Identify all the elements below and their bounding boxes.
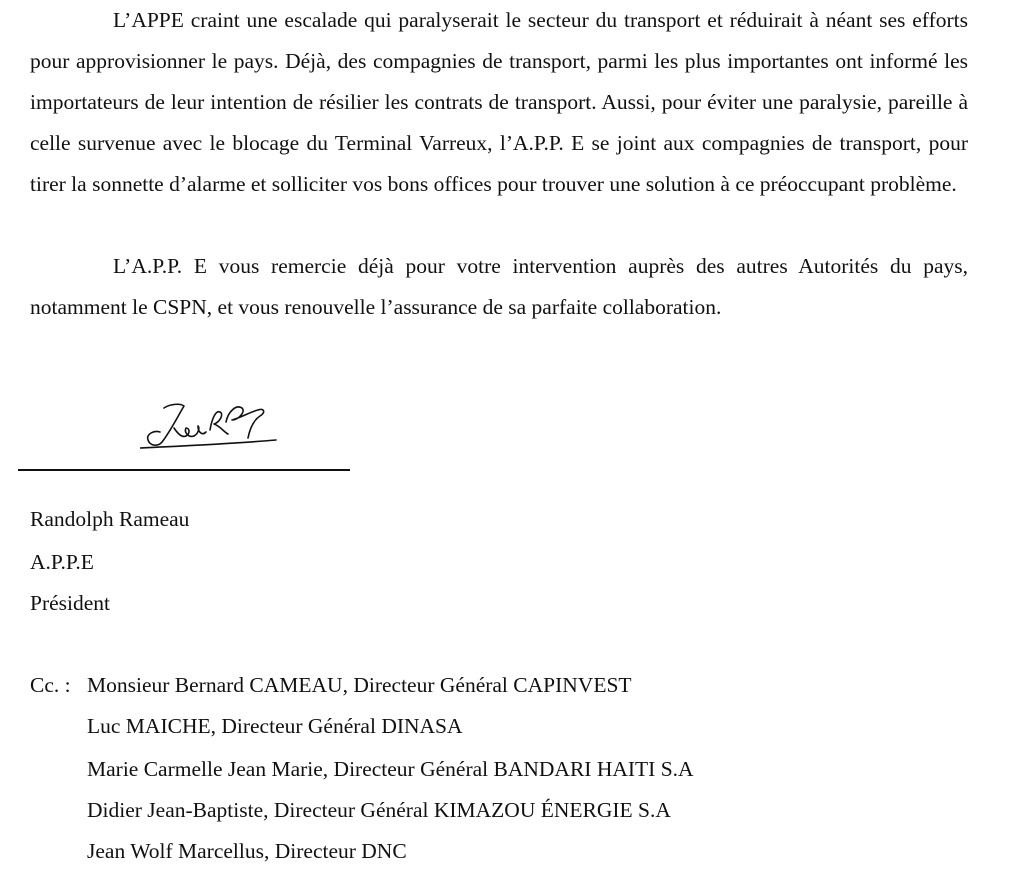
cc-recipient: Didier Jean-Baptiste, Directeur Général KIMAZOU ÉNERGIE S.A <box>87 798 671 822</box>
handwritten-signature <box>140 398 280 454</box>
cc-recipient: Monsieur Bernard CAMEAU, Directeur Général CAPINVEST <box>87 673 632 697</box>
cc-recipient: Luc MAICHE, Directeur Général DINASA <box>87 714 463 738</box>
paragraph-text: L’APPE craint une escalade qui paralyserait le secteur du transport et réduirait à néant ses efforts pour approvisionner le pays. Déjà, des compagnies de transport, parmi les plus importantes ont informé les importateurs de leur intention de résilier les contrats de transport. Aussi, pour éviter une paralysie, pareille à celle survenue avec le blocage du Terminal Varreux, l’A.P.P. E se joint aux compagnies de transport, pour tirer la sonnette d’alarme et solliciter vos bons offices pour trouver une solution à ce préoccupant problème. <box>30 8 968 196</box>
cc-recipient: Marie Carmelle Jean Marie, Directeur Général BANDARI HAITI S.A <box>87 757 694 781</box>
signer-name: Randolph Rameau <box>30 507 190 531</box>
cc-label: Cc. : <box>30 673 71 697</box>
signer-title: Président <box>30 591 111 615</box>
signer-organization: A.P.P.E <box>30 550 94 574</box>
signature-line <box>18 469 350 471</box>
body-paragraph-1 <box>30 0 968 205</box>
body-paragraph-2 <box>30 246 968 328</box>
cc-recipient: Jean Wolf Marcellus, Directeur DNC <box>87 839 407 863</box>
paragraph-text: L’A.P.P. E vous remercie déjà pour votre intervention auprès des autres Autorités du pays, notamment le CSPN, et vous renouvelle l’assurance de sa parfaite collaboration. <box>30 254 968 319</box>
